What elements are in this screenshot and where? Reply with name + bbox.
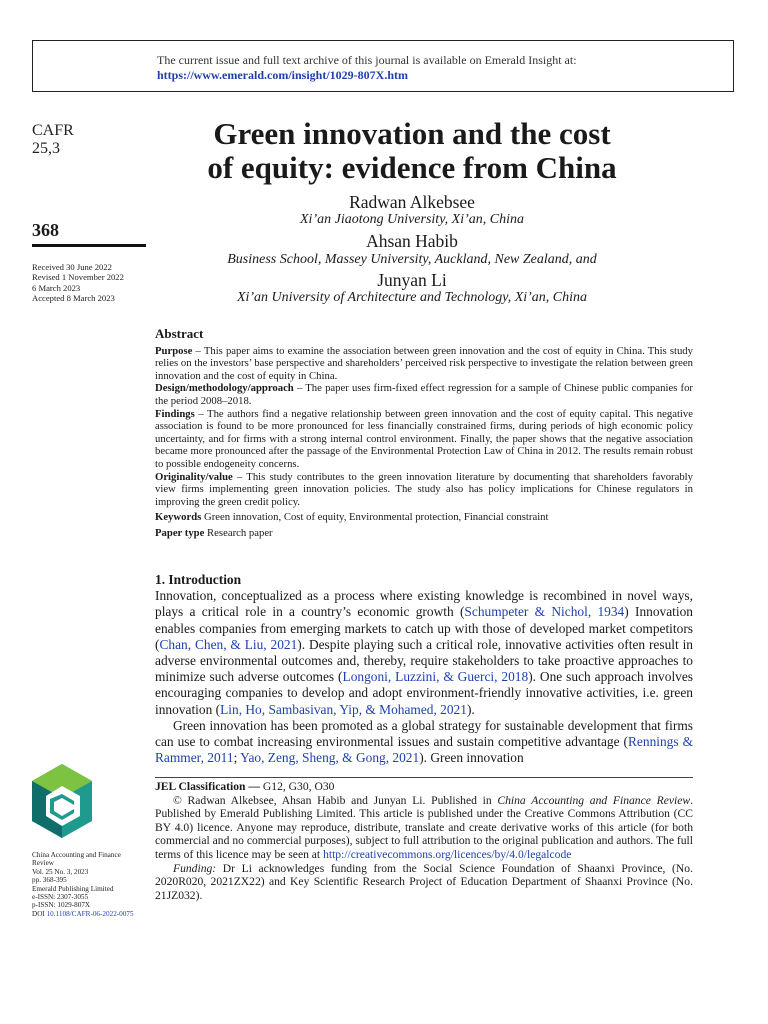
design-label: Design/methodology/approach [155,382,294,395]
intro-text: ). One such approach involves encouraging companies to develop and adopt environment-friendly innovative activities, i.e. green innovation ( [155,669,694,717]
meta-publisher: Emerald Publishing Limited [32,884,114,893]
citation-link[interactable]: Yao, Zeng, Sheng, & Gong, 2021 [240,750,420,766]
author-name: Junyan Li [377,270,447,290]
findings-text: – The authors find a negative relationship between green innovation and the cost of equity capital. This negative association is found to be more pronounced for less financially constrained firms, during periods of high economic policy uncertainty, and for firms with a strong internal control environment. Finally, the paper shows that the negative association became more pronounced after the passage of the Environmental Protection Law of China in 2012. The results remain robust to possible endogeneity concerns. [155,407,693,470]
meta-volume: Vol. 25 No. 3, 2023 [32,867,89,876]
abstract-design [155,382,693,407]
date-revised-2: 6 March 2023 [32,282,81,293]
intro-paragraph-2 [155,718,693,767]
findings-label: Findings [155,407,195,420]
keywords-text: Green innovation, Cost of equity, Environmental protection, Financial constraint [201,511,549,524]
citation-link[interactable]: Schumpeter & Nichol, 1934 [464,604,625,620]
title-line-2: of equity: evidence from China [207,150,617,185]
title-line-1: Green innovation and the cost [213,116,611,151]
intro-text: ). Green innovation [419,750,524,766]
meta-doi [32,910,144,918]
date-accepted: Accepted 8 March 2023 [32,293,115,304]
journal-metadata [32,851,144,918]
date-received: Received 30 June 2022 [32,262,112,272]
abstract-keywords [155,511,693,524]
abstract-findings [155,408,693,471]
intro-paragraph-1 [155,588,693,718]
citation-link[interactable]: Chan, Chen, & Liu, 2021 [159,636,298,652]
citation-link[interactable]: Rennings & Rammer, 2011 [155,734,693,766]
originality-label: Originality/value [155,470,233,483]
volume-issue: 25,3 [32,140,60,157]
journal-name: China Accounting and Finance Review [497,793,691,807]
copyright-notice [155,794,693,862]
journal-url-link[interactable]: https://www.emerald.com/insight/1029-807X.htm [157,68,408,82]
article-dates [32,262,124,304]
abstract-paper-type [155,527,693,540]
meta-journal-name-2: Review [32,859,54,868]
intro-text: Green innovation has been promoted as a global strategy for sustainable development that firms can use to combat increasing environmental issues and sustain competitive advantage ( [155,717,693,750]
doi-prefix: DOI [32,909,47,918]
footer-notes [155,780,693,902]
doi-link[interactable]: 10.1108/CAFR-06-2022-0075 [46,909,134,918]
author-affiliation: Xi’an Jiaotong University, Xi’an, China [300,212,524,227]
intro-text: ). Despite playing such a critical role, innovative activities often result in adverse environmental outcomes and, thereby, require stakeholders to take proactive approaches to minimize such adverse outcomes ( [155,636,693,685]
journal-abbr-text: CAFR [32,122,74,139]
intro-text: ; [233,750,241,766]
page-number: 368 [32,220,59,240]
journal-abbreviation [32,122,74,158]
article-title [150,117,674,185]
meta-journal-name: China Accounting and Finance [32,851,121,859]
originality-text: – This study contributes to the green innovation literature by documenting that shareholders favorably view firms implementing green innovation policies. The study also has policy implications for Chinese regulators in improving the green credit policy. [155,470,693,508]
funding-text: Dr Li acknowledges funding from the Social Science Foundation of Shaanxi Province, (No. 2020R020, 2021ZX22) and Key Scientific Research Project of Education Department of Shaanxi Province (No. 21JZ032). [155,861,693,902]
licence-link[interactable]: http://creativecommons.org/licences/by/4.0/legalcode [323,847,572,861]
intro-text: ). [466,701,475,717]
date-revised: Revised 1 November 2022 [32,272,124,283]
purpose-text: – This paper aims to examine the association between green innovation and the cost of equity in China. This study relies on the investors’ base perspective and shareholders’ perceived risk perspective to investigate the relation between green innovation and the cost of equity in China. [155,344,693,382]
jel-label: JEL Classification — [155,780,261,793]
author-affiliation: Xi’an University of Architecture and Technology, Xi’an, China [236,290,588,305]
publisher-logo-icon [32,764,92,838]
abstract-originality [155,471,693,509]
keywords-label: Keywords [155,511,202,524]
author-affiliation: Business School, Massey University, Auckland, New Zealand, and [227,252,597,267]
author-name: Radwan Alkebsee [349,192,475,212]
copyright-text: © Radwan Alkebsee, Ahsan Habib and Junyan Li. Published in [173,793,498,807]
jel-classification [155,780,693,794]
introduction-section [155,572,693,766]
copyright-text: . Published by Emerald Publishing Limited. This article is published under the Creative Commons Attribution (CC BY 4.0) licence. Anyone may reproduce, distribute, translate and create derivative works of this article (for both commercial and no commercial purposes), subject to full attribution to the original publication and authors. The full terms of this licence may be seen at [155,793,693,861]
meta-pissn: p-ISSN: 1029-807X [32,901,91,910]
section-heading: 1. Introduction [155,572,242,587]
abstract-section [155,328,693,540]
page-number-rule [32,244,146,247]
meta-eissn: e-ISSN: 2307-3055 [32,893,89,902]
intro-text: Innovation, conceptualized as a process where existing knowledge is recombined in novel ways, plays a critical role in a country’s economic growth ( [155,588,693,620]
author-name: Ahsan Habib [366,231,458,251]
header-availability-text: The current issue and full text archive of this journal is available on Emerald Insight at: [157,53,577,67]
citation-link[interactable]: Longoni, Luzzini, & Guerci, 2018 [342,669,529,685]
paper-type-text: Research paper [204,526,273,539]
jel-codes: G12, G30, O30 [260,780,335,793]
paper-type-label: Paper type [155,526,205,539]
abstract-heading: Abstract [155,326,204,341]
design-text: – The paper uses firm-fixed effect regression for a sample of Chinese public companies for the period 2008–2018. [155,382,693,407]
meta-pages: pp. 368-395 [32,876,67,885]
intro-text: ) Innovation enables companies from emerging markets to catch up with those of developed market competitors ( [155,604,693,652]
funding-label: Funding: [173,861,217,875]
purpose-label: Purpose [155,344,193,357]
funding-note [155,862,693,903]
abstract-purpose [155,345,693,383]
footer-divider [155,777,693,778]
citation-link[interactable]: Lin, Ho, Sambasivan, Yip, & Mohamed, 2021 [220,701,467,717]
